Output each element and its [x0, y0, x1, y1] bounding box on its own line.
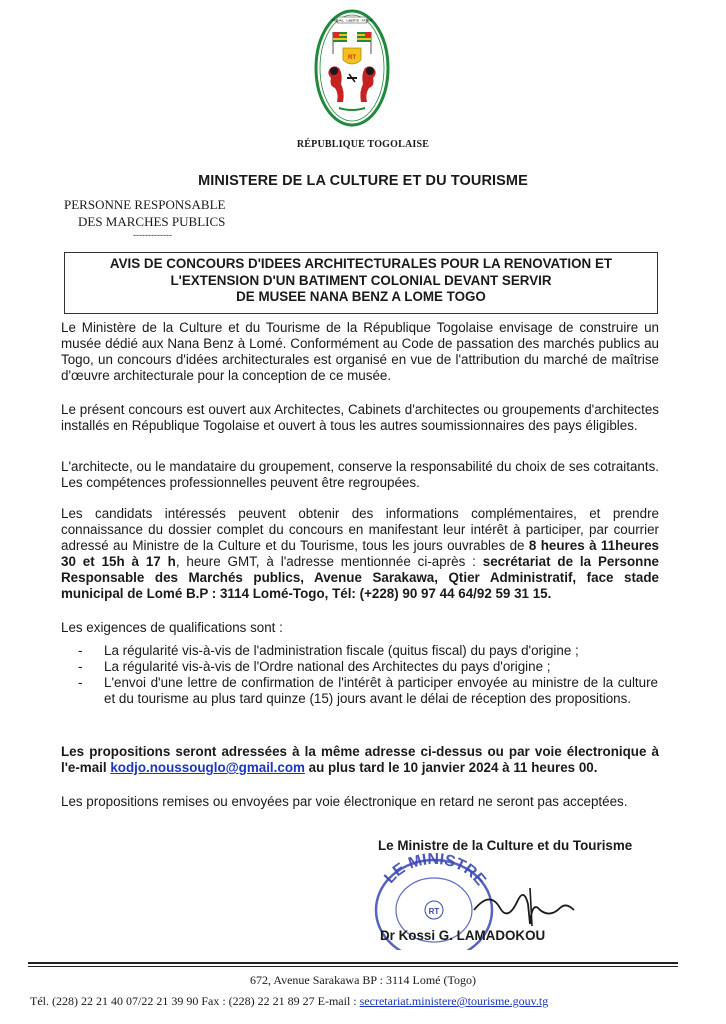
title-line-3: DE MUSEE NANA BENZ A LOME TOGO [236, 289, 486, 304]
requirements-list [78, 643, 658, 707]
footer-address: 672, Avenue Sarakawa BP : 3114 Lomé (Togo) [249, 973, 476, 987]
authority-line-2: DES MARCHES PUBLICS [78, 214, 226, 229]
paragraph-information [61, 506, 659, 602]
requirement-text: La régularité vis-à-vis de l'administration fiscale (quitus fiscal) du pays d'origine ; [104, 643, 579, 658]
footer-email-link[interactable]: secretariat.ministere@tourisme.gouv.tg [359, 994, 549, 1008]
paragraph-eligibility: Le présent concours est ouvert aux Architectes, Cabinets d'architectes ou groupements d'architectes installés en République Togolaise et ouvert à tous les autres soumissionnaires des pays éligibles. [61, 402, 659, 433]
handwritten-signature [470, 880, 580, 930]
requirement-text: L'envoi d'une lettre de confirmation de l'intérêt à participer envoyée au ministre de la culture et du tourisme au plus tard quinze (15) jours avant le délai de réception des propositions. [104, 675, 658, 706]
submission-email-link[interactable]: kodjo.noussouglo@gmail.com [110, 760, 305, 775]
notice-title-box [64, 252, 658, 314]
issuing-authority [64, 196, 225, 230]
footer-divider [28, 962, 678, 964]
paragraph-late-submissions: Les propositions remises ou envoyées par voie électronique en retard ne seront pas acceptées. [61, 794, 628, 809]
stamp-initials: RT [428, 907, 440, 916]
authority-line-1: PERSONNE RESPONSABLE [64, 197, 226, 212]
submission-text-a: Les propositions seront adressées à la même adresse ci-dessus ou par voie électronique à l'e-mail [61, 744, 659, 775]
footer-divider-thin [28, 966, 678, 967]
info-hours: 8 heures à 11heures 30 et 15h à 17 h [61, 538, 659, 569]
emblem-motto-text: TRAVAIL · LIBERTE · PATRIE [331, 18, 373, 23]
signatory-title: Le Ministre de la Culture et du Tourisme [378, 838, 633, 853]
footer-phone-fax: Tél. (228) 22 21 40 07/22 21 39 90 Fax : (228) 22 21 89 27 E-mail : [30, 994, 360, 1008]
list-item: - La régularité vis-à-vis de l'administration fiscale (quitus fiscal) du pays d'origine ; [78, 643, 579, 658]
title-line-2: L'EXTENSION D'UN BATIMENT COLONIAL DEVANT SERVIR [170, 272, 552, 288]
signer-name: Dr Kossi G. LAMADOKOU [380, 928, 546, 943]
paragraph-requirements-intro: Les exigences de qualifications sont : [61, 620, 283, 635]
paragraph-submission [61, 744, 659, 776]
republic-name: RÉPUBLIQUE TOGOLAISE [296, 139, 430, 150]
submission-text-b: au plus tard le 10 janvier 2024 à 11 heures 00. [304, 760, 598, 775]
info-text-a: Les candidats intéressés peuvent obtenir des informations complémentaires, et prendre connaissance du dossier complet du concours en manifestant leur intérêt à participer, par courrier adressé au Ministre de la Culture et du Tourisme, tous les jours ouvrables de [61, 506, 659, 553]
info-text-c: , heure GMT, à l'adresse mentionnée ci-après : [175, 554, 483, 569]
footer-contacts [30, 994, 548, 1009]
togo-coat-of-arms [313, 8, 391, 128]
stamp-title-text: LE MINISTRE [381, 850, 489, 890]
separator: ------------- [133, 230, 172, 240]
list-item: - La régularité vis-à-vis de l'Ordre national des Architectes du pays d'origine ; [78, 659, 551, 674]
paragraph-intro: Le Ministère de la Culture et du Tourisme de la République Togolaise envisage de construire un musée dédié aux Nana Benz à Lomé. Conformément au Code de passation des marchés publics au Togo, un concours d'idées architecturales est organisé en vue de l'attribution du marché de maîtrise d'œuvre architecturale pour la conception de ce musée. [61, 320, 659, 383]
ministry-heading: MINISTERE DE LA CULTURE ET DU TOURISME [198, 173, 528, 189]
requirement-text: La régularité vis-à-vis de l'Ordre national des Architectes du pays d'origine ; [104, 659, 551, 674]
info-address: secrétariat de la Personne Responsable des Marchés publics, Avenue Sarakawa, Qtier Administratif, face stade municipal de Lomé B.P : 3114 Lomé-Togo, Tél: (+228) 90 97 44 64/92 59 31 15. [61, 554, 659, 601]
title-line-1: AVIS DE CONCOURS D'IDEES ARCHITECTURALES POUR LA RENOVATION ET [109, 256, 613, 271]
emblem-initials: RT [348, 55, 356, 61]
paragraph-responsibility: L'architecte, ou le mandataire du groupement, conserve la responsabilité du choix de ses cotraitants. Les compétences professionnelles peuvent être regroupées. [61, 459, 659, 490]
list-item: - L'envoi d'une lettre de confirmation de l'intérêt à participer envoyée au ministre de la culture et du tourisme au plus tard quinze (15) jours avant le délai de réception des propositions. [78, 675, 658, 706]
